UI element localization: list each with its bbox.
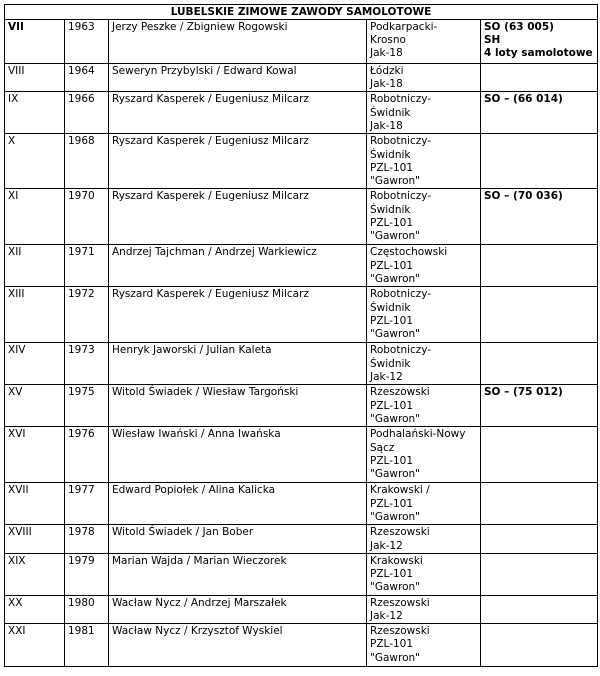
edition-cell: XII bbox=[5, 245, 65, 287]
aeroclub-line: Robotniczy- bbox=[370, 288, 432, 301]
edition-cell: XIII bbox=[5, 287, 65, 343]
aeroclub-line: PZL-101 bbox=[370, 314, 414, 327]
table-row bbox=[5, 64, 598, 92]
crew-cell: Andrzej Tajchman / Andrzej Warkiewicz bbox=[109, 245, 367, 287]
aeroclub-line: "Gawron" bbox=[370, 412, 420, 425]
crew-cell: Edward Popiołek / Alina Kalicka bbox=[109, 483, 367, 525]
aeroclub-cell bbox=[367, 483, 481, 525]
crew-cell: Ryszard Kasperek / Eugeniusz Milcarz bbox=[109, 287, 367, 343]
aeroclub-line: Sącz bbox=[370, 441, 395, 454]
result-cell bbox=[481, 245, 598, 287]
year-cell: 1977 bbox=[65, 483, 109, 525]
aeroclub-cell bbox=[367, 134, 481, 189]
aeroclub-cell bbox=[367, 553, 481, 595]
aeroclub-line: "Gawron" bbox=[370, 175, 420, 188]
edition-cell: XI bbox=[5, 189, 65, 245]
year-cell: 1968 bbox=[65, 134, 109, 189]
aeroclub-line: Robotniczy- bbox=[370, 135, 432, 148]
year-cell: 1979 bbox=[65, 553, 109, 595]
edition-cell: XIV bbox=[5, 343, 65, 385]
aeroclub-line: Robotniczy- bbox=[370, 190, 432, 203]
aeroclub-line: Krakowski / bbox=[370, 484, 430, 497]
aeroclub-cell bbox=[367, 189, 481, 245]
aeroclub-line: "Gawron" bbox=[370, 651, 420, 664]
aeroclub-cell bbox=[367, 343, 481, 385]
document bbox=[4, 4, 598, 667]
aeroclub-line: Jak-12 bbox=[370, 370, 403, 383]
aeroclub-line: Jak-18 bbox=[370, 78, 403, 91]
aeroclub-line: Robotniczy- bbox=[370, 344, 432, 357]
aeroclub-line: "Gawron" bbox=[370, 230, 420, 243]
aeroclub-line: Rzeszowski bbox=[370, 526, 430, 539]
result-cell bbox=[481, 427, 598, 483]
aeroclub-line: Świdnik bbox=[370, 301, 411, 314]
table-row bbox=[5, 287, 598, 343]
aeroclub-cell bbox=[367, 385, 481, 427]
crew-cell: Marian Wajda / Marian Wieczorek bbox=[109, 553, 367, 595]
aeroclub-line: Podkarpacki- bbox=[370, 21, 438, 33]
table-row bbox=[5, 595, 598, 623]
year-cell: 1971 bbox=[65, 245, 109, 287]
aeroclub-line: PZL-101 bbox=[370, 161, 414, 174]
result-cell bbox=[481, 92, 598, 134]
table-row bbox=[5, 189, 598, 245]
result-cell bbox=[481, 64, 598, 92]
table-row bbox=[5, 483, 598, 525]
aeroclub-cell bbox=[367, 64, 481, 92]
aeroclub-line: "Gawron" bbox=[370, 328, 420, 341]
edition-cell: VIII bbox=[5, 64, 65, 92]
aeroclub-line: Jak-18 bbox=[370, 47, 403, 60]
aeroclub-cell bbox=[367, 92, 481, 134]
edition-cell: XIX bbox=[5, 553, 65, 595]
edition-cell: XX bbox=[5, 595, 65, 623]
crew-cell: Wiesław Iwański / Anna Iwańska bbox=[109, 427, 367, 483]
crew-cell: Henryk Jaworski / Julian Kaleta bbox=[109, 343, 367, 385]
aeroclub-line: Jak-12 bbox=[370, 539, 403, 552]
aeroclub-line: "Gawron" bbox=[370, 272, 420, 285]
aeroclub-line: Krosno bbox=[370, 34, 406, 47]
result-cell bbox=[481, 483, 598, 525]
result-line: SO (63 005) bbox=[484, 21, 554, 33]
aeroclub-line: Świdnik bbox=[370, 148, 411, 161]
title-row bbox=[5, 5, 598, 20]
year-cell: 1980 bbox=[65, 595, 109, 623]
result-line: SO – (66 014) bbox=[484, 93, 563, 106]
aeroclub-line: Rzeszowski bbox=[370, 596, 430, 609]
table-row bbox=[5, 20, 598, 64]
year-cell: 1970 bbox=[65, 189, 109, 245]
edition-cell: X bbox=[5, 134, 65, 189]
aeroclub-line: PZL-101 bbox=[370, 399, 414, 412]
aeroclub-line: PZL-101 bbox=[370, 497, 414, 510]
crew-cell: Witold Świadek / Jan Bober bbox=[109, 525, 367, 553]
result-cell bbox=[481, 287, 598, 343]
crew-cell: Witold Świadek / Wiesław Targoński bbox=[109, 385, 367, 427]
result-cell bbox=[481, 385, 598, 427]
table-row bbox=[5, 525, 598, 553]
results-table bbox=[4, 4, 598, 667]
table-row bbox=[5, 92, 598, 134]
year-cell: 1976 bbox=[65, 427, 109, 483]
edition-cell: XV bbox=[5, 385, 65, 427]
year-cell: 1964 bbox=[65, 64, 109, 92]
aeroclub-line: Świdnik bbox=[370, 106, 411, 119]
aeroclub-cell bbox=[367, 20, 481, 64]
aeroclub-line: PZL-101 bbox=[370, 216, 414, 229]
aeroclub-line: "Gawron" bbox=[370, 468, 420, 481]
aeroclub-line: Jak-12 bbox=[370, 610, 403, 623]
table-row bbox=[5, 427, 598, 483]
aeroclub-line: Rzeszowski bbox=[370, 625, 430, 638]
year-cell: 1963 bbox=[65, 20, 109, 64]
edition-cell: XVI bbox=[5, 427, 65, 483]
aeroclub-cell bbox=[367, 245, 481, 287]
crew-cell: Ryszard Kasperek / Eugeniusz Milcarz bbox=[109, 189, 367, 245]
aeroclub-line: Świdnik bbox=[370, 203, 411, 216]
aeroclub-line: PZL-101 bbox=[370, 454, 414, 467]
result-line: SO – (70 036) bbox=[484, 190, 563, 203]
aeroclub-line: Rzeszowski bbox=[370, 386, 430, 399]
aeroclub-line: PZL-101 bbox=[370, 638, 414, 651]
year-cell: 1981 bbox=[65, 624, 109, 667]
aeroclub-cell bbox=[367, 624, 481, 667]
year-cell: 1973 bbox=[65, 343, 109, 385]
table-title: LUBELSKIE ZIMOWE ZAWODY SAMOLOTOWE bbox=[5, 5, 598, 20]
edition-cell: XXI bbox=[5, 624, 65, 667]
edition-cell: XVII bbox=[5, 483, 65, 525]
aeroclub-line: PZL-101 bbox=[370, 259, 414, 272]
result-cell bbox=[481, 624, 598, 667]
result-cell bbox=[481, 189, 598, 245]
table-row bbox=[5, 134, 598, 189]
table-row bbox=[5, 245, 598, 287]
aeroclub-cell bbox=[367, 525, 481, 553]
crew-cell: Wacław Nycz / Andrzej Marszałek bbox=[109, 595, 367, 623]
aeroclub-line: "Gawron" bbox=[370, 510, 420, 523]
edition-cell: XVIII bbox=[5, 525, 65, 553]
aeroclub-cell bbox=[367, 595, 481, 623]
aeroclub-line: Jak-18 bbox=[370, 119, 403, 132]
year-cell: 1966 bbox=[65, 92, 109, 134]
result-line: SO – (75 012) bbox=[484, 386, 563, 399]
crew-cell: Ryszard Kasperek / Eugeniusz Milcarz bbox=[109, 92, 367, 134]
edition-cell: IX bbox=[5, 92, 65, 134]
table-row bbox=[5, 343, 598, 385]
aeroclub-line: Świdnik bbox=[370, 357, 411, 370]
aeroclub-line: Częstochowski bbox=[370, 246, 448, 259]
result-cell bbox=[481, 595, 598, 623]
result-line: 4 loty samolotowe bbox=[484, 47, 593, 60]
crew-cell: Jerzy Peszke / Zbigniew Rogowski bbox=[109, 20, 367, 64]
aeroclub-cell bbox=[367, 287, 481, 343]
year-cell: 1972 bbox=[65, 287, 109, 343]
aeroclub-line: Łódzki bbox=[370, 65, 404, 77]
result-cell bbox=[481, 525, 598, 553]
aeroclub-line: Podhalański-Nowy bbox=[370, 428, 466, 441]
aeroclub-line: Krakowski bbox=[370, 554, 423, 567]
table-row bbox=[5, 553, 598, 595]
table-row bbox=[5, 624, 598, 667]
result-cell bbox=[481, 20, 598, 64]
table-row bbox=[5, 385, 598, 427]
result-line: SH bbox=[484, 34, 501, 47]
aeroclub-line: PZL-101 bbox=[370, 568, 414, 581]
aeroclub-line: "Gawron" bbox=[370, 581, 420, 594]
crew-cell: Ryszard Kasperek / Eugeniusz Milcarz bbox=[109, 134, 367, 189]
crew-cell: Seweryn Przybylski / Edward Kowal bbox=[109, 64, 367, 92]
edition-cell: VII bbox=[5, 20, 65, 64]
result-cell bbox=[481, 343, 598, 385]
crew-cell: Wacław Nycz / Krzysztof Wyskiel bbox=[109, 624, 367, 667]
aeroclub-cell bbox=[367, 427, 481, 483]
aeroclub-line: Robotniczy- bbox=[370, 93, 432, 106]
result-cell bbox=[481, 134, 598, 189]
result-cell bbox=[481, 553, 598, 595]
year-cell: 1978 bbox=[65, 525, 109, 553]
year-cell: 1975 bbox=[65, 385, 109, 427]
